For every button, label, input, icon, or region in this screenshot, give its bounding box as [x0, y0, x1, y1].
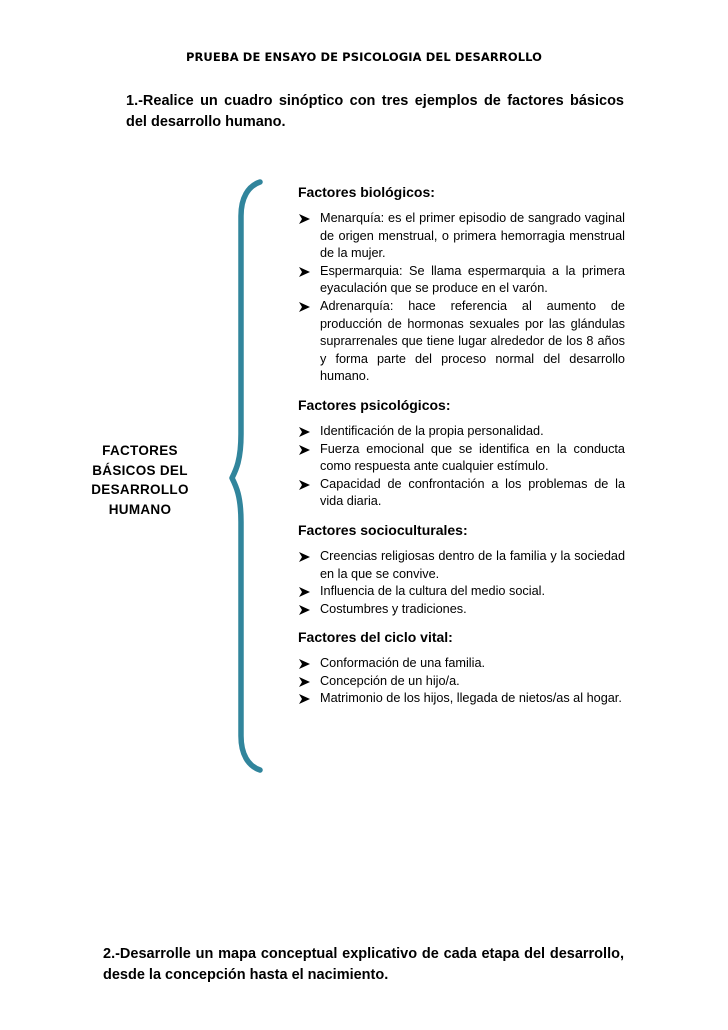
section-biological	[298, 182, 625, 386]
list-item	[298, 210, 625, 263]
arrowhead-bullet-icon	[299, 552, 310, 562]
arrowhead-bullet-icon	[299, 445, 310, 455]
list-item	[298, 298, 625, 386]
list-item-text: Capacidad de confrontación a los problemas de la vida diaria.	[320, 476, 625, 509]
section-title: Factores del ciclo vital:	[298, 629, 453, 646]
root-label-line: BÁSICOS DEL	[92, 462, 188, 478]
root-label-line: FACTORES	[102, 443, 178, 458]
list-item	[298, 655, 625, 673]
list-item-text: Espermarquia: Se llama espermarquia a la primera eyaculación que se produce en el varón.	[320, 263, 625, 296]
list-item-text: Fuerza emocional que se identifica en la conducta como respuesta ante cualquier estímulo.	[320, 441, 625, 474]
arrowhead-bullet-icon	[299, 427, 310, 437]
list-item-text: Concepción de un hijo/a.	[320, 673, 460, 688]
list-item-text: Conformación de una familia.	[320, 656, 486, 671]
root-label-line: HUMANO	[108, 501, 172, 517]
question-2: 2.-Desarrolle un mapa conceptual explicativo de cada etapa del desarrollo, desde la concepción hasta el nacimiento.	[103, 946, 624, 983]
section-title: Factores socioculturales:	[298, 521, 468, 538]
list-item-text: Adrenarquía: hace referencia al aumento de producción de hormonas sexuales por las glándulas suprarrenales que tiene lugar alrededor de los 8 años y forma parte del proceso normal del desarrollo humano.	[320, 298, 625, 384]
list-item-text: Identificación de la propia personalidad.	[320, 423, 544, 438]
section-sociocultural	[298, 520, 625, 618]
root-label-line: DESARROLLO	[91, 482, 189, 497]
list-item	[298, 548, 625, 583]
arrowhead-bullet-icon	[299, 480, 310, 490]
list-item	[298, 601, 625, 619]
arrowhead-bullet-icon	[299, 214, 310, 224]
arrowhead-bullet-icon	[299, 677, 310, 687]
list-item	[298, 476, 625, 511]
list-item-text: Matrimonio de los hijos, llegada de nietos/as al hogar.	[320, 691, 622, 706]
section-life-cycle	[298, 627, 625, 707]
list-item-text: Menarquía: es el primer episodio de sangrado vaginal de origen menstrual, o primera hemorragia menstrual de la mujer.	[320, 211, 625, 261]
list-item	[298, 423, 625, 441]
section-title: Factores biológicos:	[298, 184, 435, 200]
list-item	[298, 690, 625, 707]
list-item	[298, 583, 625, 601]
arrowhead-bullet-icon	[299, 694, 310, 704]
list-item-text: Costumbres y tradiciones.	[320, 601, 467, 616]
arrowhead-bullet-icon	[299, 302, 310, 312]
curly-brace-icon	[226, 176, 266, 776]
list-item	[298, 673, 625, 691]
arrowhead-bullet-icon	[299, 659, 310, 669]
factors-list	[298, 182, 625, 716]
list-item	[298, 441, 625, 476]
page-header: PRUEBA DE ENSAYO DE PSICOLOGIA DEL DESARROLLO	[185, 50, 543, 64]
list-item-text: Influencia de la cultura del medio social.	[320, 584, 545, 599]
arrowhead-bullet-icon	[299, 587, 310, 597]
list-item	[298, 263, 625, 298]
list-item-text: Creencias religiosas dentro de la familia y la sociedad en la que se convive.	[320, 548, 625, 581]
concept-root-label	[86, 441, 194, 519]
section-title: Factores psicológicos:	[298, 396, 451, 413]
section-psychological	[298, 395, 625, 511]
arrowhead-bullet-icon	[299, 605, 310, 615]
arrowhead-bullet-icon	[299, 267, 310, 277]
question-1: 1.-Realice un cuadro sinóptico con tres ejemplos de factores básicos del desarrollo humano.	[126, 93, 624, 130]
